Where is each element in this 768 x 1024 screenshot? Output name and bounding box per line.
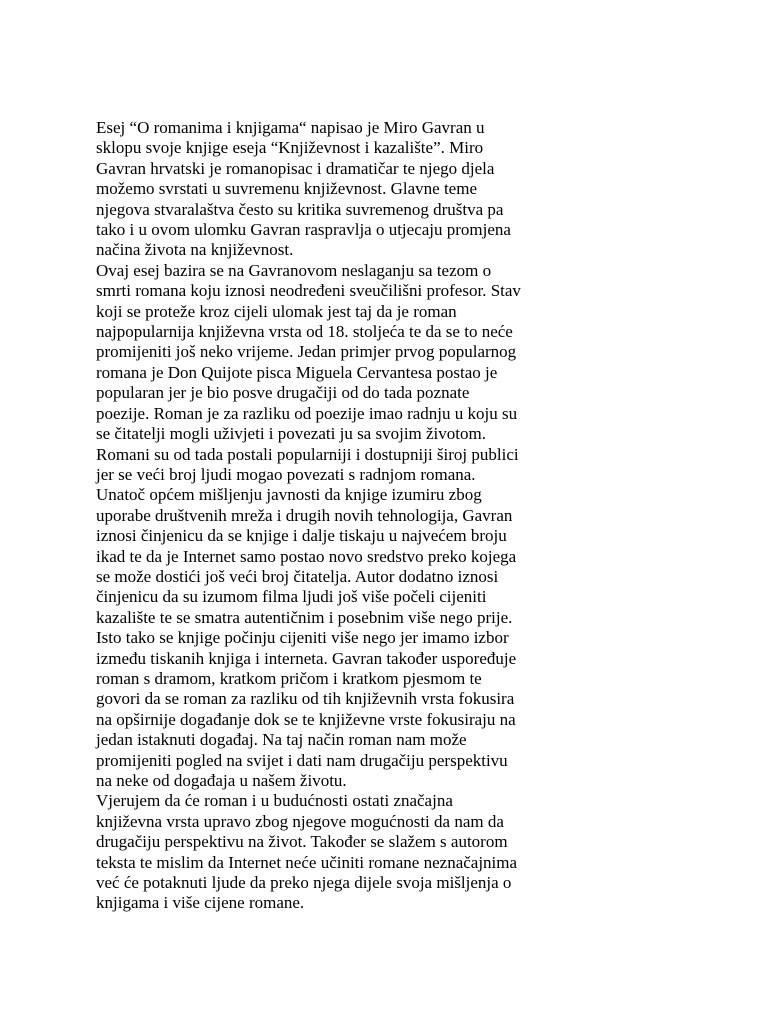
text-line: govori da se roman za razliku od tih književnih vrsta fokusira (96, 689, 515, 709)
text-line: tako i u ovom ulomku Gavran raspravlja o utjecaju promjena (96, 220, 511, 240)
text-line: promijeniti pogled na svijet i dati nam drugačiju perspektivu (96, 750, 508, 770)
text-line: Unatoč općem mišljenju javnosti da knjige izumiru zbog (96, 485, 482, 505)
text-line: činjenicu da su izumom filma ljudi još više počeli cijeniti (96, 587, 487, 607)
paragraph-body (96, 261, 566, 792)
text-line: se čitatelji mogli uživjeti i povezati ju sa svojim životom. (96, 424, 486, 444)
text-line: književna vrsta upravo zbog njegove mogućnosti da nam da (96, 811, 504, 831)
text-line: se može dostići još veći broj čitatelja. Autor dodatno iznosi (96, 566, 499, 586)
paragraph-intro (96, 118, 566, 261)
text-line: iznosi činjenicu da se knjige i dalje tiskaju u najvećem broju (96, 526, 507, 546)
text-line: najpopularnija književna vrsta od 18. stoljeća te da se to neće (96, 322, 513, 342)
text-line: Isto tako se knjige počinju cijeniti više nego jer imamo izbor (96, 628, 509, 648)
text-line: popularan jer je bio posve drugačiji od do tada poznate (96, 383, 470, 403)
text-line: uporabe društvenih mreža i drugih novih tehnologija, Gavran (96, 505, 513, 525)
text-line: jer se veći broj ljudi mogao povezati s radnjom romana. (96, 464, 476, 484)
text-line: već će potaknuti ljude da preko njega dijele svoja mišljenja o (96, 873, 512, 893)
text-line: kazalište te se smatra autentičnim i posebnim više nego prije. (96, 607, 513, 627)
text-line: roman s dramom, kratkom pričom i kratkom pjesmom te (96, 668, 482, 688)
paragraph-conclusion (96, 791, 566, 913)
text-line: Vjerujem da će roman i u budućnosti ostati značajna (96, 791, 453, 811)
text-line: poezije. Roman je za razliku od poezije imao radnju u koju su (96, 403, 518, 423)
document-page (96, 118, 566, 914)
text-line: ikad te da je Internet samo postao novo sredstvo preko kojega (96, 546, 517, 566)
text-line: koji se proteže kroz cijeli ulomak jest taj da je roman (96, 301, 457, 321)
text-line: njegova stvaralaštva često su kritika suvremenog društva pa (96, 199, 504, 219)
text-line: drugačiju perspektivu na život. Također se slažem s autorom (96, 832, 508, 852)
text-line: romana je Don Quijote pisca Miguela Cervantesa postao je (96, 362, 498, 382)
text-line: sklopu svoje knjige eseja “Književnost i kazalište”. Miro (96, 138, 484, 158)
text-line: knjigama i više cijene romane. (96, 893, 305, 913)
text-line: možemo svrstati u suvremenu književnost. Glavne teme (96, 179, 477, 199)
text-line: Esej “O romanima i knjigama“ napisao je Miro Gavran u (96, 118, 485, 137)
text-line: Romani su od tada postali popularniji i dostupniji široj publici (96, 444, 519, 464)
text-line: teksta te mislim da Internet neće učiniti romane neznačajnima (96, 852, 518, 872)
text-line: na opširnije događanje dok se te književne vrste fokusiraju na (96, 709, 516, 729)
text-line: na neke od događaja u našem životu. (96, 771, 347, 790)
text-line: promijeniti još neko vrijeme. Jedan primjer prvog popularnog (96, 342, 517, 362)
text-line: između tiskanih knjiga i interneta. Gavran također uspoređuje (96, 648, 517, 668)
text-line: jedan istaknuti događaj. Na taj način roman nam može (96, 730, 467, 750)
text-line: načina života na književnost. (96, 240, 294, 260)
text-line: Gavran hrvatski je romanopisac i dramatičar te njego djela (96, 158, 495, 178)
text-line: Ovaj esej bazira se na Gavranovom neslaganju sa tezom o (96, 260, 492, 280)
text-line: smrti romana koju iznosi neodređeni sveučilišni profesor. Stav (96, 281, 521, 301)
